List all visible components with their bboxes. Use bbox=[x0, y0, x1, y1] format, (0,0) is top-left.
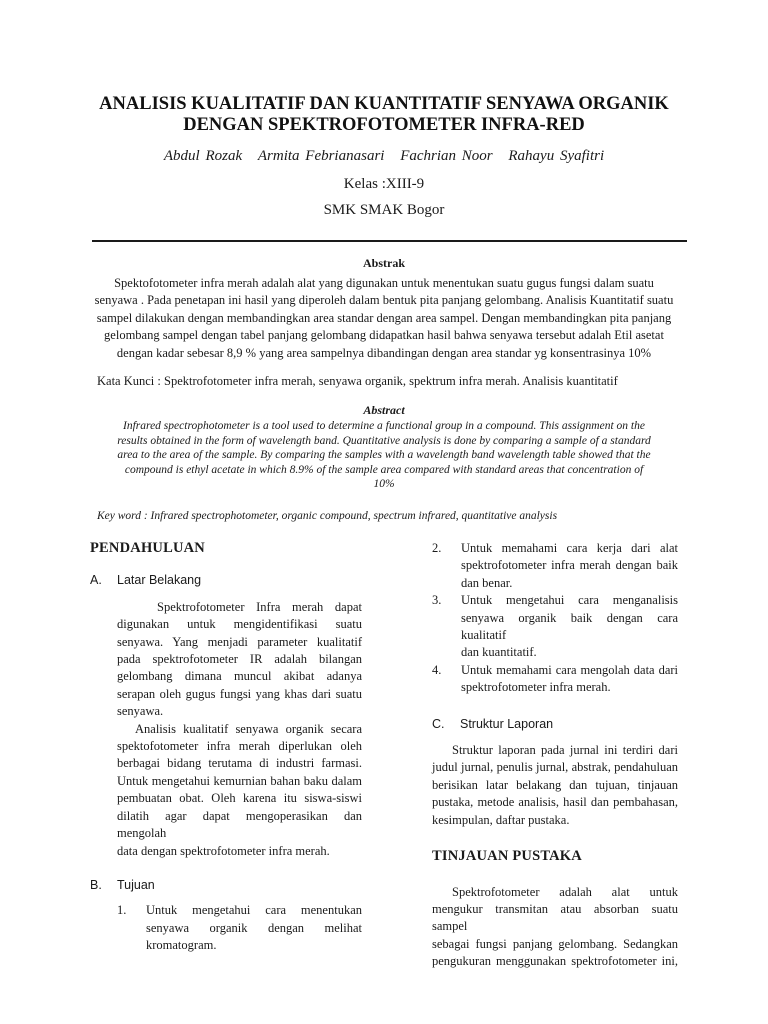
author-list bbox=[0, 148, 768, 165]
text-line: kesimpulan, daftar pustaka. bbox=[432, 812, 570, 827]
abstract-line: area to the area of the sample. By comparing the samples with a wavelength band wavelength table showed that the bbox=[117, 449, 651, 462]
subsection-tujuan bbox=[90, 877, 362, 894]
text-line: pada spektrofotometer IR adalah bilangan bbox=[117, 652, 362, 667]
list-number: 1. bbox=[117, 903, 127, 918]
right-column bbox=[432, 540, 678, 971]
list-item bbox=[90, 902, 362, 954]
abstrak-line: sampel dilakukan dengan membandingkan area standar dengan area sampel. Dengan membandingkan pita panjang bbox=[96, 310, 672, 325]
abstrak-line: gelombang sampel dengan tabel panjang gelombang didapatkan hasil bahwa senyawa tersebut adalah Etil asetat bbox=[104, 328, 664, 343]
list-item bbox=[432, 592, 678, 662]
text-line: sebagai fungsi panjang gelombang. Sedangkan bbox=[432, 936, 678, 951]
text-line: Spektrofotometer Infra merah dapat bbox=[157, 599, 362, 614]
abstract-line: results obtained in the form of wavelength band. Quantitative analysis is done by comparing a sample of a standard bbox=[117, 434, 651, 447]
author-name: Fachrian Noor bbox=[400, 148, 493, 164]
subsection-letter: B. bbox=[90, 877, 102, 892]
text-line: spektrofotometer infra merah dengan baik bbox=[461, 558, 678, 573]
text-line: spektofotometer infra merah diperlukan oleh bbox=[117, 739, 362, 754]
list-item bbox=[432, 662, 678, 697]
abstract-line: Infrared spectrophotometer is a tool used to determine a functional group in a compound. This assignment on the bbox=[123, 420, 645, 432]
left-column bbox=[90, 540, 362, 955]
paragraph-latar-1 bbox=[117, 599, 362, 721]
subsection-label: Tujuan bbox=[117, 877, 155, 892]
abstract-body bbox=[88, 419, 680, 492]
abstract-line: compound is ethyl acetate in which 8.9% of the sample area compared with standard areas that concentration of bbox=[124, 463, 644, 476]
author-name: Armita Febrianasari bbox=[257, 148, 385, 164]
abstract-heading: Abstract bbox=[363, 403, 405, 417]
list-number: 4. bbox=[432, 662, 442, 677]
text-line: pustaka, metode analisis, hasil dan pembahasan, bbox=[432, 795, 678, 810]
section-heading-tinjauan-pustaka: TINJAUAN PUSTAKA bbox=[432, 848, 582, 865]
text-line: berbagai bidang terutama di industri farmasi. bbox=[117, 756, 362, 771]
text-line: judul jurnal, penulis jurnal, abstrak, pendahuluan bbox=[432, 760, 678, 775]
abstrak-heading: Abstrak bbox=[362, 256, 405, 270]
abstrak-body bbox=[88, 275, 680, 362]
text-line: senyawa organik dengan melihat bbox=[146, 920, 362, 935]
abstrak-line: Spektofotometer infra merah adalah alat yang digunakan untuk menentukan suatu gugus fungsi dalam suatu bbox=[114, 276, 654, 290]
abstract-line: 10% bbox=[373, 478, 395, 491]
kata-kunci: Kata Kunci : Spektrofotometer infra merah, senyawa organik, spektrum infra merah. Analisis kuantitatif bbox=[97, 374, 618, 388]
text-line: serapan oleh gugus fungsi yang khas dari suatu bbox=[117, 686, 362, 701]
list-number: 3. bbox=[432, 593, 442, 608]
text-line: dan kuantitatif. bbox=[461, 645, 537, 660]
text-line: mengukur transmitan atau absorban suatu sampel bbox=[432, 901, 678, 934]
paragraph-struktur bbox=[432, 742, 678, 829]
school-name: SMK SMAK Bogor bbox=[323, 202, 445, 218]
text-line: digunakan untuk mengidentifikasi suatu bbox=[117, 617, 362, 632]
text-line: spektrofotometer infra merah. bbox=[461, 680, 611, 695]
list-item bbox=[432, 540, 678, 592]
text-line: dan benar. bbox=[461, 575, 513, 590]
text-line: senyawa organik baik dengan cara kualitatif bbox=[461, 610, 678, 643]
title-line-1: ANALISIS KUALITATIF DAN KUANTITATIF SENYAWA ORGANIK bbox=[99, 94, 669, 114]
text-line: dilatih agar dapat mengoperasikan dan mengolah bbox=[117, 808, 362, 841]
text-line: Untuk mengetahui cara menentukan bbox=[146, 903, 362, 918]
text-line: Untuk memahami cara mengolah data dari bbox=[461, 662, 678, 677]
paper-title bbox=[60, 94, 708, 136]
class-label: Kelas :XIII-9 bbox=[343, 176, 425, 192]
header-divider bbox=[92, 240, 687, 242]
author-name: Rahayu Syafitri bbox=[508, 148, 605, 164]
paragraph-latar-2 bbox=[117, 721, 362, 860]
subsection-letter: C. bbox=[432, 716, 445, 731]
abstrak-line: dengan kadar sebesar 8,9 % yang area sampelnya dibandingan dengan area standar yg konsentrasinya 10% bbox=[116, 345, 652, 360]
text-line: Analisis kualitatif senyawa organik secara bbox=[135, 721, 362, 736]
subsection-letter: A. bbox=[90, 573, 102, 588]
paragraph-tinjauan bbox=[432, 884, 678, 971]
title-line-2: DENGAN SPEKTROFOTOMETER INFRA-RED bbox=[183, 115, 585, 135]
text-line: kromatogram. bbox=[146, 938, 217, 953]
section-heading-pendahuluan: PENDAHULUAN bbox=[90, 540, 205, 556]
abstrak-line: senyawa . Pada penetapan ini hasil yang diperoleh dalam bentuk pita panjang gelombang. Analisis Kuantitatif suatu bbox=[94, 293, 674, 308]
text-line: berisikan latar belakang dan tujuan, tinjauan bbox=[432, 777, 678, 792]
text-line: senyawa. Yang menjadi parameter kualitatif bbox=[117, 634, 362, 649]
text-line: data dengan spektrofotometer infra merah. bbox=[117, 843, 330, 858]
text-line: Untuk mengetahui cara menganalisis bbox=[461, 593, 678, 608]
text-line: pengukuran menggunakan spektrofotometer ini, bbox=[432, 954, 678, 969]
subsection-label: Latar Belakang bbox=[117, 573, 202, 588]
list-number: 2. bbox=[432, 541, 442, 555]
text-line: Spektrofotometer adalah alat untuk bbox=[452, 884, 678, 899]
text-line: Untuk memahami cara kerja dari alat bbox=[461, 541, 678, 555]
subsection-struktur-laporan bbox=[432, 716, 678, 733]
text-line: gelombang dimana muncul akibat adanya bbox=[117, 669, 362, 684]
key-word: Key word : Infrared spectrophotometer, organic compound, spectrum infrared, quantitative analysis bbox=[97, 510, 558, 522]
text-line: Untuk mengetahui kemurnian bahan baku dalam bbox=[117, 773, 362, 788]
text-line: pembuatan obat. Oleh karena itu siswa-siswi bbox=[117, 791, 362, 806]
text-line: senyawa. bbox=[117, 704, 164, 719]
text-line: Struktur laporan pada jurnal ini terdiri dari bbox=[452, 743, 678, 758]
subsection-latar-belakang bbox=[90, 572, 362, 589]
subsection-label: Struktur Laporan bbox=[459, 716, 554, 731]
author-name: Abdul Rozak bbox=[163, 148, 243, 164]
